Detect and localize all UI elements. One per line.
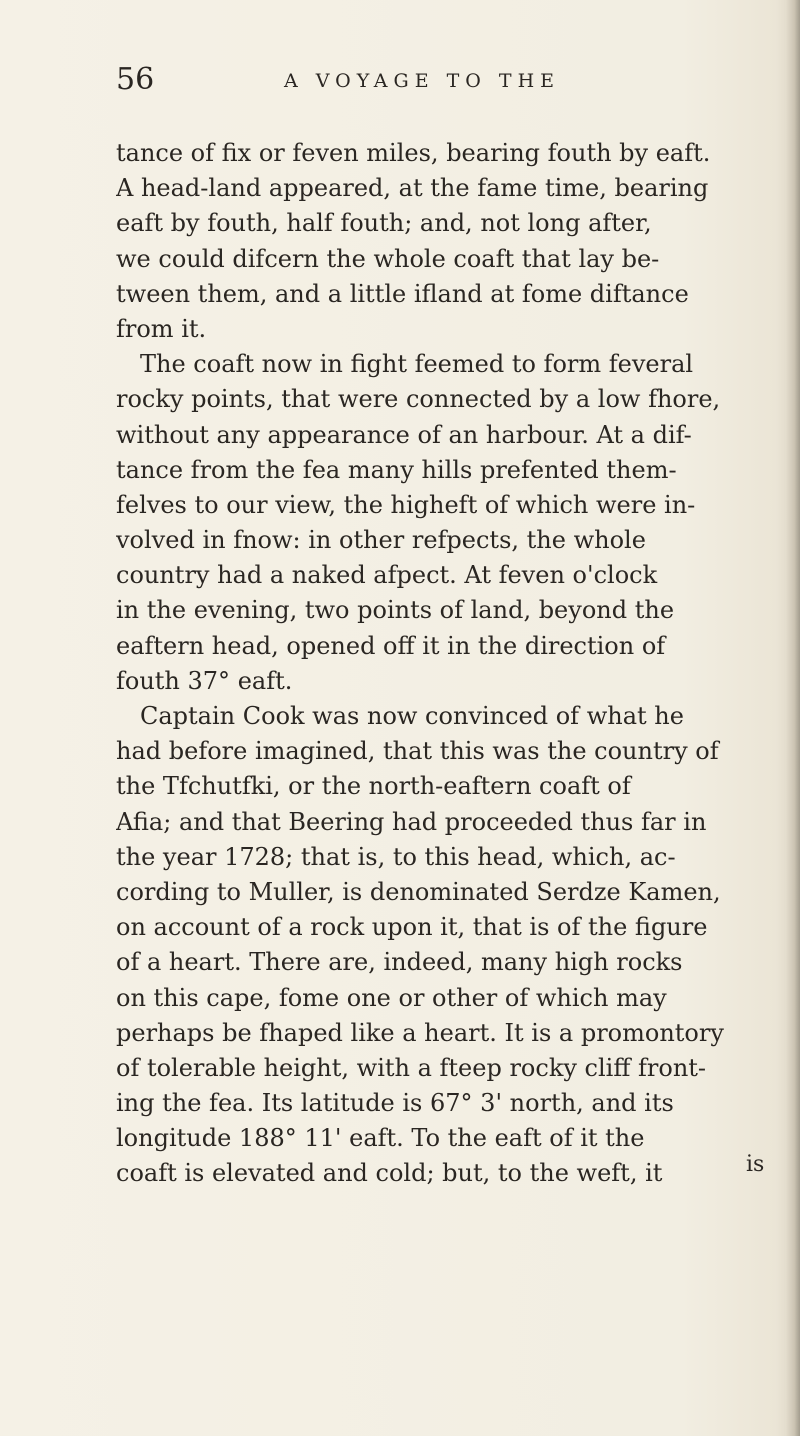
text-line: country had a naked afpect. At feven o'clock: [116, 561, 658, 590]
text-line: coaft is elevated and cold; but, to the weft, it: [116, 1159, 663, 1188]
text-line: ing the fea. Its latitude is 67° 3' north, and its: [116, 1089, 674, 1118]
text-line: longitude 188° 11' eaft. To the eaft of it the: [116, 1124, 645, 1153]
text-line: on account of a rock upon it, that is of the figure: [116, 913, 708, 942]
text-line: the Tfchutfki, or the north-eaftern coaft of: [116, 772, 631, 801]
text-line: perhaps be fhaped like a heart. It is a promontory: [116, 1018, 724, 1047]
running-head: A VOYAGE TO THE: [284, 70, 561, 92]
text-line: from it.: [116, 314, 207, 343]
text-line: of tolerable height, with a fteep rocky cliff front-: [116, 1053, 707, 1082]
body-text: [116, 136, 776, 1192]
text-line: fouth 37° eaft.: [116, 666, 293, 695]
text-line: we could difcern the whole coaft that lay be-: [116, 244, 660, 273]
text-line: had before imagined, that this was the country of: [116, 737, 719, 766]
page-number: 56: [116, 62, 155, 97]
text-line: felves to our view, the higheft of which were in-: [116, 490, 696, 519]
text-line: tance from the fea many hills prefented them-: [116, 455, 677, 484]
text-line: in the evening, two points of land, beyond the: [116, 596, 675, 625]
text-line: The coaft now in fight feemed to form feveral: [140, 350, 694, 379]
catchword: is: [746, 1152, 765, 1177]
text-line: A head-land appeared, at the fame time, bearing: [116, 174, 709, 203]
text-line: eaft by fouth, half fouth; and, not long after,: [116, 209, 652, 238]
text-line: on this cape, fome one or other of which may: [116, 983, 667, 1012]
page-edge-shadow: [786, 0, 800, 1436]
text-line: Afia; and that Beering had proceeded thus far in: [116, 807, 707, 836]
text-line: Captain Cook was now convinced of what he: [140, 702, 684, 730]
text-line: tween them, and a little ifland at fome diftance: [116, 279, 689, 308]
text-line: eaftern head, opened off it in the direction of: [116, 631, 666, 660]
text-line: rocky points, that were connected by a low fhore,: [116, 385, 721, 414]
text-line: without any appearance of an harbour. At a dif-: [116, 420, 692, 449]
text-line: of a heart. There are, indeed, many high rocks: [116, 948, 683, 977]
text-line: tance of fix or feven miles, bearing fouth by eaft.: [116, 139, 711, 167]
text-line: volved in fnow: in other refpects, the whole: [116, 526, 646, 555]
text-line: cording to Muller, is denominated Serdze Kamen,: [116, 877, 721, 906]
page-header: [116, 62, 716, 102]
text-line: the year 1728; that is, to this head, which, ac-: [116, 842, 676, 871]
